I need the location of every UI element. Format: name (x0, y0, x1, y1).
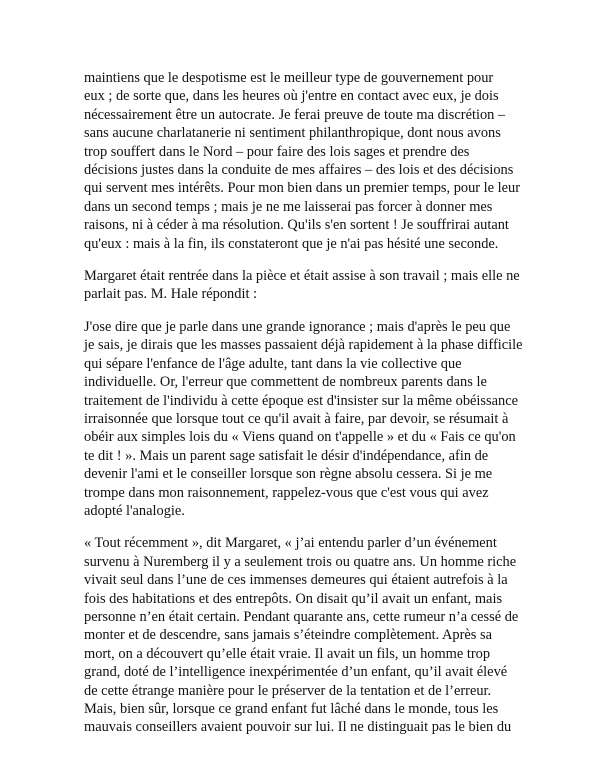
text-line: mauvais conseillers avaient pouvoir sur lui. Il ne distinguait pas le bien du (84, 719, 512, 736)
text-line: de cette étrange manière pour le préserver de la tentation et de l’erreur. (84, 682, 492, 699)
text-line: eux ; de sorte que, dans les heures où j'entre en contact avec eux, je dois (84, 88, 499, 105)
text-line: monter et de descendre, sans jamais s’éteindre complètement. Après sa (84, 627, 492, 644)
text-line: sans aucune charlatanerie ni sentiment philanthropique, dont nous avons (84, 125, 501, 142)
text-line: te dit ! ». Mais un parent sage satisfait le désir d'indépendance, afin de (84, 447, 489, 464)
paragraph (84, 318, 523, 520)
text-line: vivait seul dans l’une de ces immenses demeures qui étaient autrefois à la (84, 572, 508, 589)
text-line: décisions justes dans la conduite de mes affaires – des lois et des décisions (84, 162, 514, 179)
text-line: mort, on a découvert qu’elle était vraie. Il avait un fils, un homme trop (84, 645, 491, 662)
text-line: « Tout récemment », dit Margaret, « j’ai entendu parler d’un événement (84, 535, 497, 552)
text-line: survenu à Nuremberg il y a seulement trois ou quatre ans. Un homme riche (84, 553, 517, 570)
text-line: dans un second temps ; mais je ne me laisserai pas forcer à donner mes (84, 198, 493, 215)
text-line: J'ose dire que je parle dans une grande ignorance ; mais d'après le peu que (84, 318, 511, 335)
text-line: nécessairement être un autocrate. Je ferai preuve de toute ma discrétion – (84, 106, 506, 123)
text-line: Margaret était rentrée dans la pièce et était assise à son travail ; mais elle ne (84, 268, 520, 285)
text-line: maintiens que le despotisme est le meilleur type de gouvernement pour (84, 70, 494, 86)
text-line: qu'eux : mais à la fin, ils constateront que je n'ai pas hésité une seconde. (84, 235, 499, 252)
text-line: Mais, bien sûr, lorsque ce grand enfant fut lâché dans le monde, tous les (84, 701, 499, 717)
text-line: devenir l'ami et le conseiller lorsque son règne absolu cessera. Si je me (84, 466, 493, 483)
text-line: qui sépare l'enfance de l'âge adulte, tant dans la vie collective que (84, 355, 462, 372)
text-line: je sais, je dirais que les masses passaient déjà rapidement à la phase difficile (84, 337, 523, 354)
text-line: fois des habitations et des entrepôts. On disait qu’il avait un enfant, mais (84, 590, 503, 607)
text-line: trop souffert dans le Nord – pour faire des lois sages et prendre des (84, 143, 470, 160)
text-line: trompe dans mon raisonnement, rappelez-vous que c'est vous qui avez (84, 484, 489, 501)
text-line: parlait pas. M. Hale répondit : (84, 286, 258, 303)
text-line: qui servent mes intérêts. Pour mon bien dans un premier temps, pour le leur (84, 180, 521, 197)
text-line: individuelle. Or, l'erreur que commettent de nombreux parents dans le (84, 374, 487, 391)
text-line: traitement de l'individu à cette époque est d'insister sur la même obéissance (84, 392, 518, 409)
text-line: obéir aux simples lois du « Viens quand on t'appelle » et du « Fais ce qu'on (84, 429, 516, 446)
text-line: adopté l'analogie. (84, 502, 185, 519)
text-line: grand, doté de l’intelligence inexpérimentée d’un enfant, qu’il avait élevé (84, 664, 508, 681)
text-line: raisons, ni à céder à ma résolution. Qu'ils s'en sortent ! Je souffrirai autant (84, 217, 509, 234)
paragraph (84, 534, 519, 736)
paragraph (84, 69, 521, 253)
paragraph (84, 267, 520, 304)
text-line: personne n’en était certain. Pendant quarante ans, cette rumeur n’a cessé de (84, 608, 519, 625)
text-line: irraisonnée que lorsque tout ce qu'il avait à faire, par devoir, se résumait à (84, 410, 509, 427)
